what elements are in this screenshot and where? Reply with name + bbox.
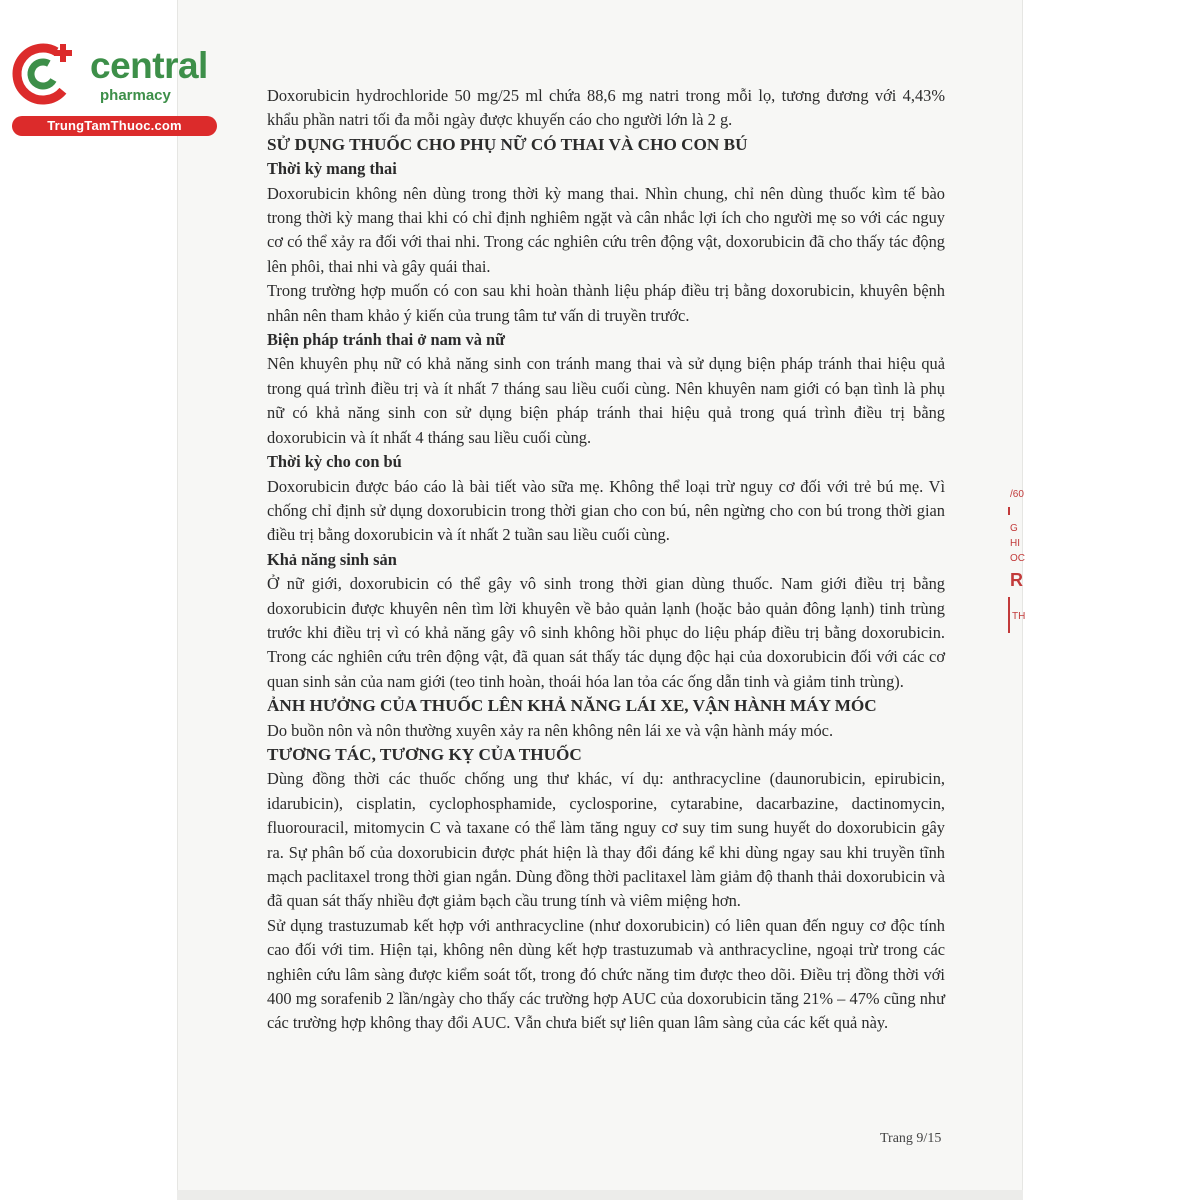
- body-paragraph: Doxorubicin hydrochloride 50 mg/25 ml chứa 88,6 mg natri trong mỗi lọ, tương đương với 4,43% khẩu phần natri tối đa mỗi ngày được khuyến cáo cho người lớn là 2 g.: [267, 86, 945, 130]
- logo-sub-text: pharmacy: [100, 87, 171, 104]
- body-paragraph: Doxorubicin không nên dùng trong thời kỳ mang thai. Nhìn chung, chỉ nên dùng thuốc kìm tế bào trong thời kỳ mang thai khi có chỉ định nghiêm ngặt và cân nhắc lợi ích cho người mẹ so với các nguy cơ có thể xảy ra đối với thai nhi. Trong các nghiên cứu trên động vật, doxorubicin đã cho thấy tác động lên phôi, thai nhi và gây quái thai.: [267, 183, 945, 276]
- red-stamp-fragment: [1006, 485, 1030, 635]
- subsection-heading: Thời kỳ cho con bú: [267, 452, 402, 472]
- stamp-fragment-text: G: [1010, 523, 1018, 534]
- document-body: [267, 84, 945, 1036]
- section-heading: TƯƠNG TÁC, TƯƠNG KỴ CỦA THUỐC: [267, 744, 582, 764]
- stamp-fragment-text: R: [1010, 570, 1023, 590]
- stamp-divider: [1008, 597, 1010, 633]
- body-paragraph: Ở nữ giới, doxorubicin có thể gây vô sinh trong thời gian dùng thuốc. Nam giới điều trị bằng doxorubicin được khuyên nên tìm lời khuyên về bảo quản lạnh (hoặc bảo quản đông lạnh) tinh trùng trước khi điều trị vì có khả năng gây vô sinh không hồi phục do liệu pháp điều trị bằng doxorubicin. Trong các nghiên cứu trên động vật, đã quan sát thấy tác dụng độc hại của doxorubicin đối với các cơ quan sinh sản của nam giới (teo tinh hoàn, thoái hóa lan tỏa các ống dẫn tinh và giảm tinh trùng).: [267, 574, 945, 691]
- stamp-fragment-text: TH: [1012, 611, 1026, 622]
- page-number: Trang 9/15: [880, 1131, 942, 1146]
- pharmacy-cross-logo-icon: [10, 38, 80, 108]
- section-heading: ẢNH HƯỞNG CỦA THUỐC LÊN KHẢ NĂNG LÁI XE, VẬN HÀNH MÁY MÓC: [267, 696, 877, 716]
- stamp-divider: [1008, 507, 1010, 515]
- logo-url-badge: TrungTamThuoc.com: [12, 116, 217, 136]
- body-paragraph: Sử dụng trastuzumab kết hợp với anthracycline (như doxorubicin) có liên quan đến nguy cơ độc tính cao đối với tim. Hiện tại, không nên dùng kết hợp trastuzumab và anthracycline, ngoại trừ trong các nghiên cứu lâm sàng được kiểm soát tốt, trong đó chức năng tim được theo dõi. Điều trị đồng thời với 400 mg sorafenib 2 lần/ngày cho thấy các trường hợp AUC của doxorubicin tăng 21% – 47% cũng như các trường hợp không thay đổi AUC. Vẫn chưa biết sự liên quan lâm sàng của các kết quả này.: [267, 915, 945, 1033]
- stamp-fragment-text: HI: [1010, 538, 1020, 549]
- section-heading: SỬ DỤNG THUỐC CHO PHỤ NỮ CÓ THAI VÀ CHO CON BÚ: [267, 134, 748, 154]
- central-pharmacy-logo: [10, 38, 215, 138]
- logo-brand-text: central: [90, 45, 208, 86]
- body-paragraph: Nên khuyên phụ nữ có khả năng sinh con tránh mang thai và sử dụng biện pháp tránh thai hiệu quả trong quá trình điều trị và ít nhất 7 tháng sau liều cuối cùng. Nên khuyên nam giới có bạn tình là phụ nữ có khả năng sinh con sử dụng biện pháp tránh thai hiệu quả trong quá trình điều trị bằng doxorubicin và ít nhất 4 tháng sau liều cuối cùng.: [267, 354, 945, 447]
- page-edge: [177, 1190, 1023, 1200]
- subsection-heading: Thời kỳ mang thai: [267, 159, 397, 179]
- body-paragraph: Trong trường hợp muốn có con sau khi hoàn thành liệu pháp điều trị bằng doxorubicin, khuyên bệnh nhân nên tham khảo ý kiến của trung tâm tư vấn di truyền trước.: [267, 281, 945, 325]
- body-paragraph: Doxorubicin được báo cáo là bài tiết vào sữa mẹ. Không thể loại trừ nguy cơ đối với trẻ bú mẹ. Vì chống chỉ định sử dụng doxorubicin trong thời gian cho con bú, nên ngừng cho con bú trong thời gian điều trị bằng doxorubicin và ít nhất 2 tuần sau liều cuối cùng.: [267, 476, 945, 545]
- body-paragraph: Dùng đồng thời các thuốc chống ung thư khác, ví dụ: anthracycline (daunorubicin, epirubicin, idarubicin), cisplatin, cyclophosphamide, cyclosporine, cytarabine, dacarbazine, dactinomycin, fluorouracil, mitomycin C và taxane có thể làm tăng nguy cơ suy tim sung huyết do doxorubicin gây ra. Sự phân bố của doxorubicin được phát hiện là thay đổi đáng kể khi dùng ngay sau khi truyền tĩnh mạch paclitaxel trong thời gian ngắn. Dùng đồng thời paclitaxel làm giảm độ thanh thải doxorubicin và đã quan sát thấy nhiều đợt giảm bạch cầu trung tính và viêm miệng hơn.: [267, 769, 945, 911]
- subsection-heading: Biện pháp tránh thai ở nam và nữ: [267, 330, 505, 350]
- stamp-fragment-text: OC: [1010, 553, 1025, 564]
- body-paragraph: Do buồn nôn và nôn thường xuyên xảy ra nên không nên lái xe và vận hành máy móc.: [267, 720, 834, 740]
- subsection-heading: Khả năng sinh sản: [267, 549, 397, 569]
- stamp-fragment-text: /60: [1010, 489, 1024, 500]
